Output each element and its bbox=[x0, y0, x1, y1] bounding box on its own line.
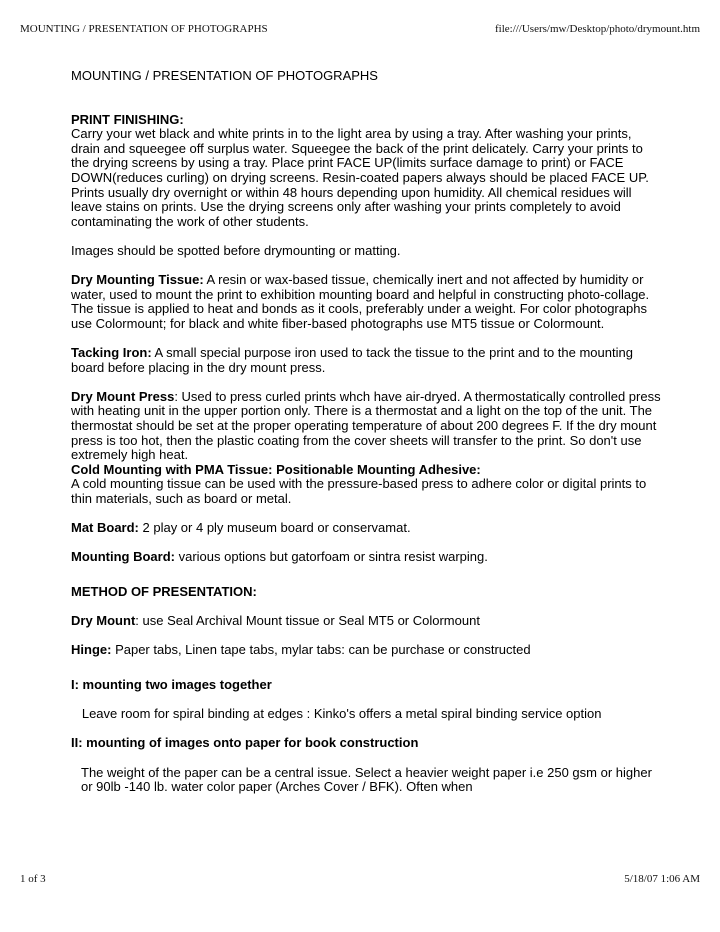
document-body bbox=[71, 69, 661, 795]
dry-mount-press-label: Dry Mount Press bbox=[71, 388, 175, 404]
dry-mounting-tissue-text: A resin or wax-based tissue, chemically inert and not affected by humidity or water, used to mount the print to exhibition mounting board and helpful in constructing photo-collage. The tissue is applied to heat and bonds as it cools, preferably under a weight. For color photographs use Colormount; for black and white fiber-based photographs use MT5 tissue or Colormount. bbox=[71, 272, 650, 331]
dry-mount-press-paragraph bbox=[71, 390, 661, 463]
mat-board-paragraph bbox=[71, 521, 661, 536]
dry-mount-text: : use Seal Archival Mount tissue or Seal MT5 or Colormount bbox=[135, 613, 480, 629]
section-2-text: The weight of the paper can be a central issue. Select a heavier weight paper i.e 250 gsm or higher or 90lb -140 lb. water color paper (Arches Cover / BFK). Often when bbox=[81, 764, 652, 795]
section-1-text: Leave room for spiral binding at edges : Kinko's offers a metal spiral binding service option bbox=[81, 706, 602, 722]
tacking-iron-text: A small special purpose iron used to tack the tissue to the print and to the mounting board before placing in the dry mount press. bbox=[71, 345, 633, 375]
cold-mounting-heading: Cold Mounting with PMA Tissue: Positionable Mounting Adhesive: bbox=[71, 461, 481, 477]
method-heading: METHOD OF PRESENTATION: bbox=[71, 584, 257, 599]
print-finishing-heading: PRINT FINISHING: bbox=[71, 111, 184, 127]
dry-mount-press-text: : Used to press curled prints whch have air-dryed. A thermostatically controlled press with heating unit in the upper portion only. There is a thermostat and a light on the top of the unit. The thermostat should be set at the proper operating temperature of about 200 degrees F. If the dry mount press is too hot, then the plastic coating from the cover sheets will transfer to the print. So don't use extremely high heat. bbox=[71, 388, 661, 463]
dry-mount-label: Dry Mount bbox=[71, 613, 136, 629]
document-title: MOUNTING / PRESENTATION OF PHOTOGRAPHS bbox=[71, 68, 378, 83]
mounting-board-paragraph bbox=[71, 550, 661, 565]
cold-mounting-text: A cold mounting tissue can be used with the pressure-based press to adhere color or digital prints to thin materials, such as board or metal. bbox=[71, 476, 647, 507]
dry-mount-paragraph bbox=[71, 614, 661, 629]
mat-board-label: Mat Board: bbox=[71, 520, 139, 536]
print-finishing-text: Carry your wet black and white prints in to the light area by using a tray. After washing your prints, drain and squeegee off surplus water. Squeegee the back of the print delicately. Carry your prints to the drying screens by using a tray. Place print FACE UP(limits surface damage to print) or FACE DOWN(reduces curling) on drying screens. Resin-coated papers always should be placed FACE UP. Prints usually dry overnight or within 48 hours depending upon humidity. All chemical residues will leave stains on prints. Use the drying screens only after washing your prints completely to avoid contaminating the work of other students. bbox=[71, 126, 649, 229]
page-counter: 1 of 3 bbox=[20, 873, 46, 885]
mounting-board-label: Mounting Board: bbox=[71, 549, 175, 565]
hinge-text: Paper tabs, Linen tape tabs, mylar tabs: can be purchase or constructed bbox=[111, 642, 531, 658]
header-file-url: file:///Users/mw/Desktop/photo/drymount.htm bbox=[494, 23, 700, 35]
tacking-iron-label: Tacking Iron: bbox=[71, 345, 152, 361]
mat-board-text: 2 play or 4 ply museum board or conservamat. bbox=[138, 520, 411, 536]
print-timestamp: 5/18/07 1:06 AM bbox=[624, 873, 700, 885]
section-1-heading: I: mounting two images together bbox=[71, 676, 272, 692]
dry-mounting-tissue-paragraph bbox=[71, 273, 661, 331]
header-page-title: MOUNTING / PRESENTATION OF PHOTOGRAPHS bbox=[20, 23, 268, 35]
section-2-heading: II: mounting of images onto paper for book construction bbox=[71, 735, 419, 751]
spotting-note: Images should be spotted before drymounting or matting. bbox=[71, 242, 401, 258]
hinge-paragraph bbox=[71, 643, 661, 658]
mounting-board-text: various options but gatorfoam or sintra resist warping. bbox=[174, 549, 488, 565]
hinge-label: Hinge: bbox=[71, 642, 112, 658]
tacking-iron-paragraph bbox=[71, 346, 661, 375]
dry-mounting-tissue-label: Dry Mounting Tissue: bbox=[71, 272, 204, 288]
